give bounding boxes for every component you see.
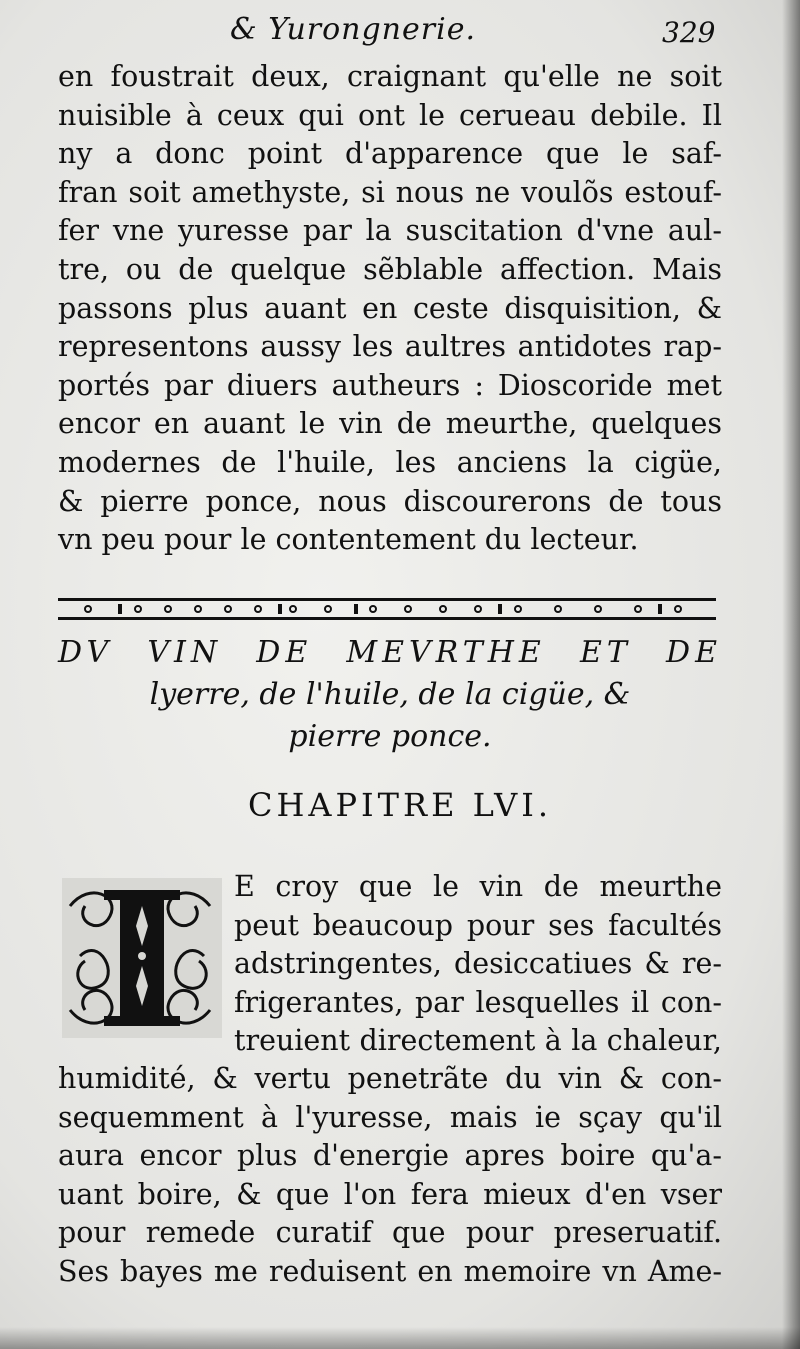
text-line: modernes de l'huile, les anciens la cigüe, [58,445,722,479]
text-line: tre, ou de quelque sẽblable affection. Mais [58,252,722,286]
text-line: ny a donc point d'apparence que le saf- [58,137,722,171]
text-line: vn peu pour le contentement du lecteur. [58,523,639,557]
text-line: fran soit amethyste, si nous ne voulõs estouf- [58,175,722,209]
text-line: Ses bayes me reduisent en memoire vn Ame- [58,1254,722,1288]
top-paragraph [58,58,722,560]
text-line: frigerantes, par lesquelles il con- [234,985,722,1019]
text-line: adstringentes, desiccatiues & re- [234,947,722,981]
text-line: aura encor plus d'energie apres boire qu'a- [58,1139,722,1173]
chapter-title-line: lyerre, de l'huile, de la cigüe, & [149,677,631,712]
chapter-paragraph [58,1060,722,1292]
text-line: en foustrait deux, craignant qu'elle ne soit [58,60,722,93]
text-line: & pierre ponce, nous discourerons de tous [58,484,722,518]
text-line: portés par diuers autheurs : Dioscoride met [58,368,722,402]
ornamental-rule-icon [58,596,716,622]
chapter-heading: CHAPITRE LVI. [247,786,552,824]
text-line: fer vne yuresse par la suscitation d'vne aul- [58,214,722,248]
text-line: representons aussy les aultres antidotes rap- [58,330,722,364]
text-line: uant boire, & que l'on fera mieux d'en vser [58,1177,722,1211]
text-line: E croy que le vin de meurthe [234,870,722,903]
chapter-title-line: pierre ponce. [288,719,492,754]
text-line: encor en auant le vin de meurthe, quelques [58,407,722,441]
decorated-initial-I-icon [60,876,224,1040]
page-bottom-shadow [0,1327,800,1349]
chapter-title [58,632,722,758]
text-line: nuisible à ceux qui ont le cerueau debile. Il [58,98,722,132]
text-line: treuient directement à la chaleur, [234,1024,722,1058]
chapter-paragraph-indented [234,868,722,1061]
text-line: passons plus auant en ceste disquisition, & [58,291,722,325]
text-line: pour remede curatif que pour preseruatif. [58,1216,722,1250]
text-line: peut beaucoup pour ses facultés [234,908,722,942]
page-number: 329 [662,16,716,49]
page-edge-shadow [782,0,800,1349]
running-head: & Yurongnerie. [230,12,476,47]
text-line: sequemment à l'yuresse, mais ie sçay qu'il [58,1100,722,1134]
text-line: humidité, & vertu penetrãte du vin & con- [58,1062,722,1095]
chapter-title-line: DV VIN DE MEVRTHE ET DE [58,635,722,670]
